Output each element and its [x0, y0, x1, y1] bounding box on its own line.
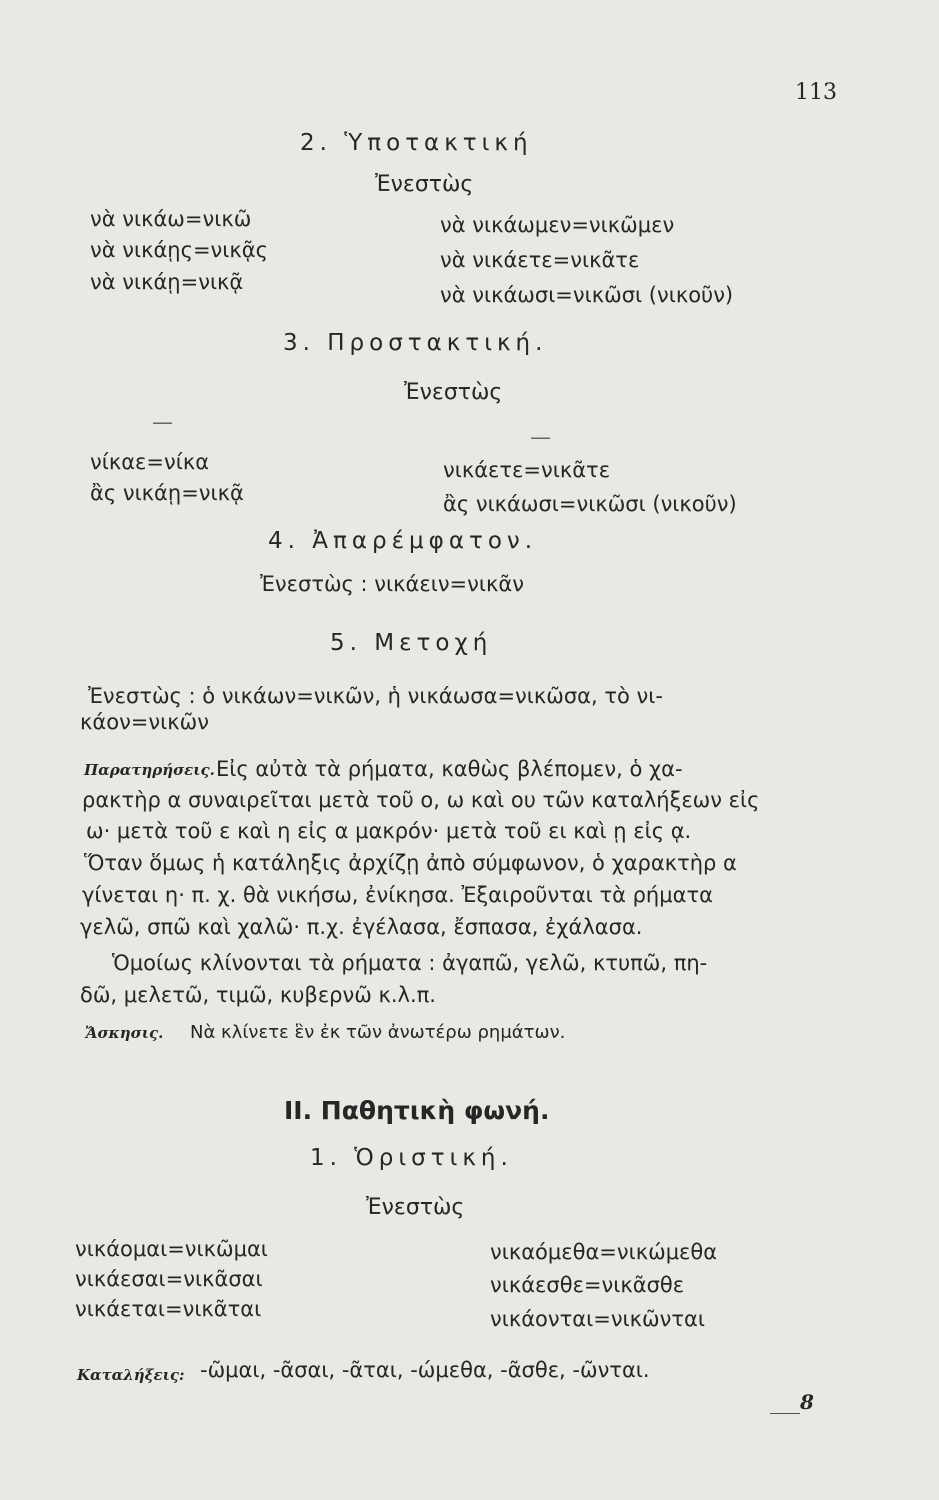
subjunctive-left-3: νὰ νικάῃ=νικᾷ — [90, 270, 244, 294]
passive-tense: Ἐνεστὼς — [366, 1195, 465, 1220]
signature-mark: 8 — [800, 1390, 814, 1414]
passive-left-2: νικάεσαι=νικᾶσαι — [75, 1267, 263, 1291]
remarks-line-8: δῶ, μελετῶ, τιμῶ, κυβερνῶ κ.λ.π. — [80, 983, 436, 1007]
exercise-label: Ἄσκησις. — [85, 1024, 164, 1042]
subjunctive-left-1: νὰ νικάω=νικῶ — [90, 207, 252, 231]
imperative-right-dash: — — [530, 425, 551, 449]
endings-label: Καταλήξεις: — [77, 1366, 185, 1384]
passive-section-title: II. Παθητικὴ φωνή. — [284, 1096, 550, 1125]
remarks-line-3: ω· μετὰ τοῦ ε καὶ η εἰς α μακρόν· μετὰ τοῦ ει καὶ ῃ εἰς ᾳ. — [86, 819, 692, 843]
subjunctive-tense: Ἐνεστὼς — [375, 172, 474, 197]
remarks-line-4: Ὅταν ὅμως ἡ κατάληξις ἀρχίζῃ ἀπὸ σύμφωνον, ὁ χαρακτὴρ α — [84, 851, 737, 875]
passive-right-2: νικάεσθε=νικᾶσθε — [490, 1273, 685, 1297]
passive-left-3: νικάεται=νικᾶται — [75, 1297, 262, 1321]
infinitive-line: Ἐνεστὼς : νικάειν=νικᾶν — [260, 572, 524, 596]
endings-text: -ῶμαι, -ᾶσαι, -ᾶται, -ώμεθα, -ᾶσθε, -ῶνται. — [200, 1358, 650, 1382]
participle-line-2: κάον=νικῶν — [80, 710, 209, 734]
passive-left-1: νικάομαι=νικῶμαι — [75, 1237, 268, 1261]
subjunctive-right-2: νὰ νικάετε=νικᾶτε — [440, 248, 640, 272]
imperative-left-1: νίκαε=νίκα — [90, 450, 210, 474]
imperative-tense: Ἐνεστὼς — [404, 380, 503, 405]
remarks-line-6: γελῶ, σπῶ καὶ χαλῶ· π.χ. ἐγέλασα, ἔσπασα, ἐχάλασα. — [80, 915, 643, 939]
imperative-right-2: ἂς νικάωσι=νικῶσι (νικοῦν) — [443, 492, 737, 516]
infinitive-heading: 4. Ἀπαρέμφατον. — [268, 528, 538, 554]
remarks-line-7: Ὁμοίως κλίνονται τὰ ρήματα : ἀγαπῶ, γελῶ, κτυπῶ, πη- — [112, 951, 708, 975]
remarks-line-1: Εἰς αὐτὰ τὰ ρήματα, καθὼς βλέπομεν, ὁ χα- — [216, 757, 683, 781]
subjunctive-right-3: νὰ νικάωσι=νικῶσι (νικοῦν) — [440, 283, 734, 307]
remarks-line-2: ρακτὴρ α συναιρεῖται μετὰ τοῦ ο, ω καὶ ου τῶν καταλήξεων εἰς — [82, 788, 760, 812]
subjunctive-left-2: νὰ νικάῃς=νικᾷς — [90, 238, 268, 262]
passive-right-1: νικαόμεθα=νικώμεθα — [490, 1240, 718, 1264]
exercise-text: Νὰ κλίνετε ἓν ἐκ τῶν ἀνωτέρω ρημάτων. — [190, 1022, 566, 1043]
passive-right-3: νικάονται=νικῶνται — [490, 1307, 705, 1331]
imperative-heading: 3. Προστακτική. — [283, 330, 548, 356]
imperative-right-1: νικάετε=νικᾶτε — [443, 458, 611, 482]
participle-line-1: Ἐνεστὼς : ὁ νικάων=νικῶν, ἡ νικάωσα=νικῶσα, τὸ νι- — [88, 684, 663, 708]
signature-rule — [770, 1413, 800, 1414]
subjunctive-heading: 2. Ὑποτακτική — [300, 130, 533, 156]
participle-heading: 5. Μετοχή — [330, 630, 493, 656]
remarks-line-5: γίνεται η· π. χ. θὰ νικήσω, ἐνίκησα. Ἐξαιροῦνται τὰ ρήματα — [82, 883, 713, 907]
imperative-left-dash: — — [152, 410, 173, 434]
remarks-label: Παρατηρήσεις. — [84, 761, 215, 779]
page-number: 113 — [795, 80, 837, 105]
imperative-left-2: ἂς νικάῃ=νικᾷ — [90, 481, 244, 505]
subjunctive-right-1: νὰ νικάωμεν=νικῶμεν — [440, 213, 675, 237]
passive-heading: 1. Ὁριστική. — [310, 1145, 513, 1171]
